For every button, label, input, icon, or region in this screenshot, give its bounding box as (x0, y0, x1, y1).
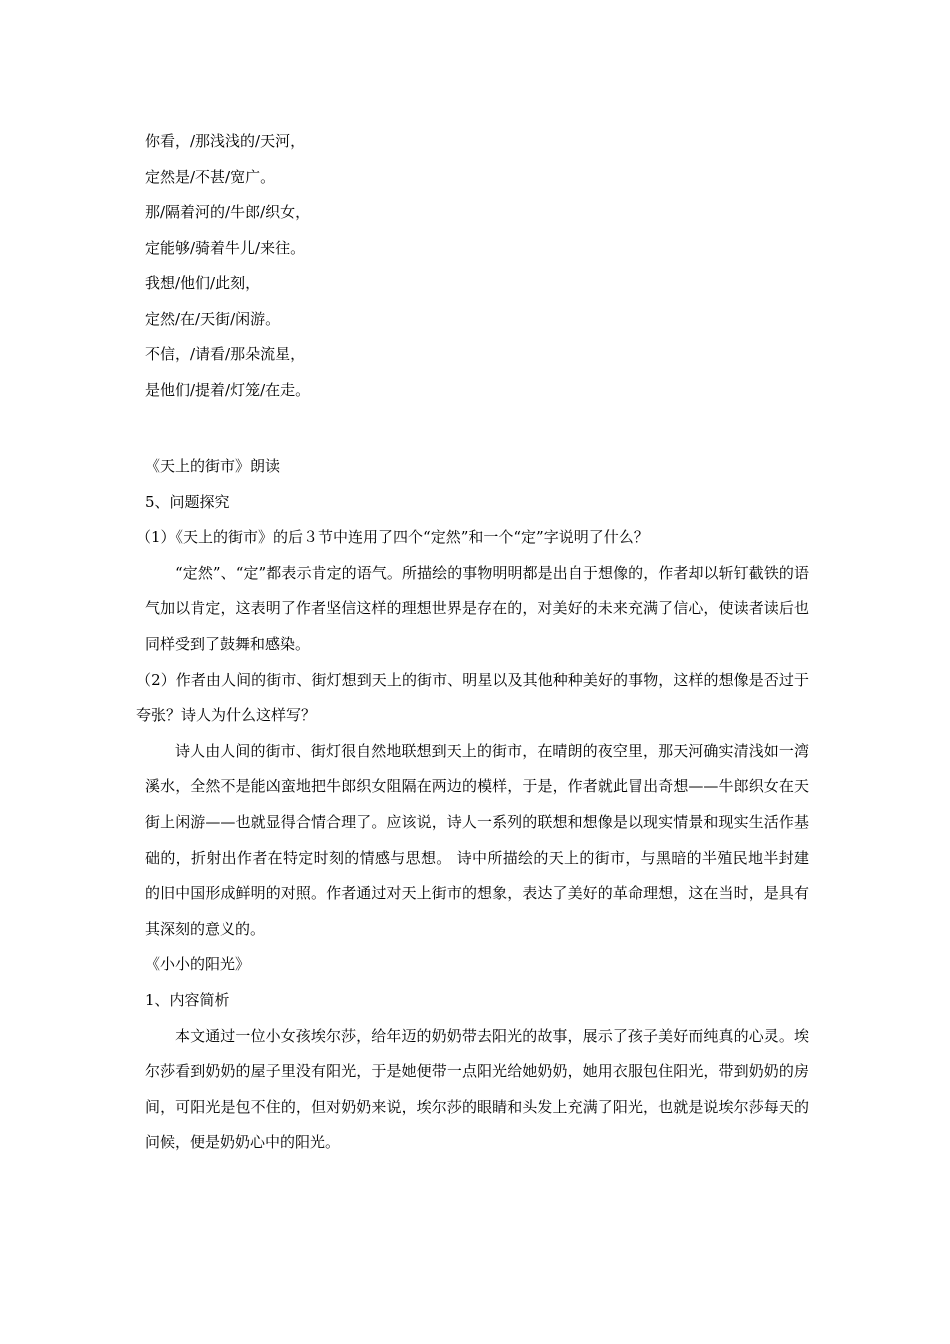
poem-line: 不信，/请看/那朵流星， (145, 345, 306, 363)
content-summary: 本文通过一位小女孩埃尔莎，给年迈的奶奶带去阳光的故事，展示了孩子美好而纯真的心灵。埃尔莎看到奶奶的屋子里没有阳光，于是她便带一点阳光给她奶奶，她用衣服包住阳光，带到奶奶的房间，可阳光是包不住的，但对奶奶来说，埃尔莎的眼睛和头发上充满了阳光，也就是说埃尔莎每天的问候，便是奶奶心中的阳光。 (145, 1026, 809, 1152)
answer-2: 诗人由人间的街市、街灯很自然地联想到天上的街市，在晴朗的夜空里，那天河确实清浅如一湾溪水，全然不是能凶蛮地把牛郎织女阻隔在两边的模样，于是，作者就此冒出奇想——牛郎织女在天街上闲游——也就显得合情合理了。应该说，诗人一系列的联想和想像是以现实情景和现实生活作基础的，折射出作者在特定时刻的情感与思想。 诗中所描绘的天上的街市，与黑暗的半殖民地半封建的旧中国形成鲜明的对照。作者通过对天上街市的想象，表达了美好的革命理想，这在当时，是具有其深刻的意义的。 (145, 741, 809, 938)
poem-block (145, 124, 785, 408)
question-2: （2）作者由人间的街市、街灯想到天上的街市、明星以及其他种种美好的事物，这样的想像是否过于夸张？诗人为什么这样写？ (136, 670, 809, 725)
poem-line: 你看，/那浅浅的/天河， (145, 132, 306, 150)
question-1: （1）《天上的街市》的后３节中连用了四个“定然”和一个“定”字说明了什么？ (136, 528, 649, 547)
poem-line: 定然/在/天街/闲游。 (145, 309, 281, 328)
poem-line: 我想/他们/此刻， (145, 274, 261, 292)
section-heading-problem-inquiry: 5、问题探究 (145, 492, 230, 511)
poem-line: 定然是/不甚/宽广。 (145, 167, 276, 186)
poem-line: 定能够/骑着牛儿/来往。 (145, 238, 306, 257)
document-body (136, 449, 809, 1161)
lesson-title: 《小小的阳光》 (145, 955, 251, 974)
reading-title: 《天上的街市》朗读 (145, 457, 281, 475)
poem-line: 是他们/提着/灯笼/在走。 (145, 380, 311, 399)
answer-1: “定然”、“定”都表示肯定的语气。所描绘的事物明明都是出自于想像的，作者却以斩钉截铁的语气加以肯定，这表明了作者坚信这样的理想世界是存在的，对美好的未来充满了信心，使读者读后也同样受到了鼓舞和感染。 (145, 563, 809, 653)
poem-line: 那/隔着河的/牛郎/织女， (145, 203, 311, 221)
section-heading-content-analysis: 1、内容简析 (145, 990, 230, 1009)
